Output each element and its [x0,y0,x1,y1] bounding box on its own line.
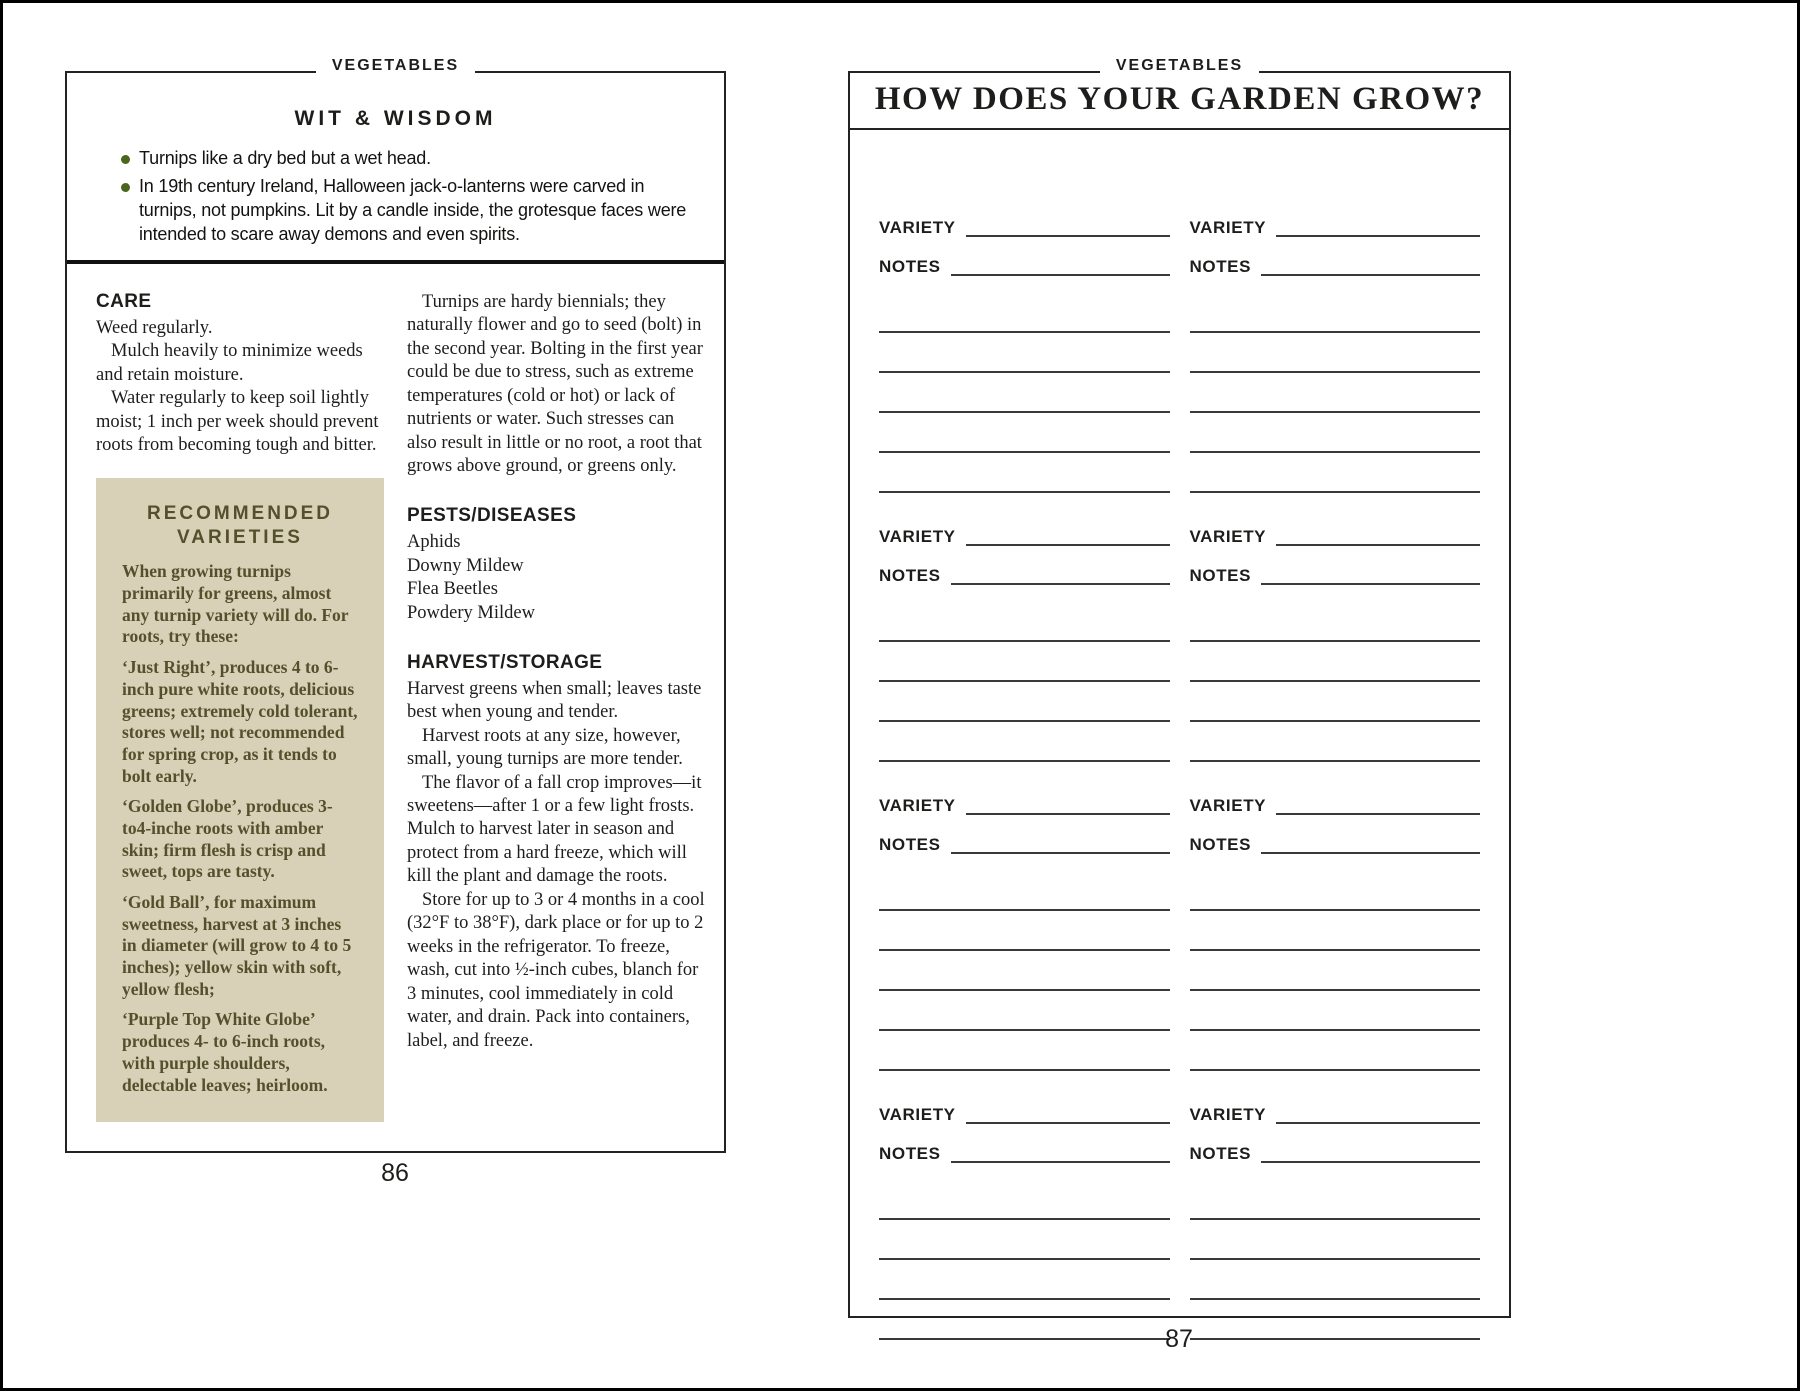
variety-write-line [1276,215,1480,237]
garden-title-band [850,73,1509,130]
blank-write-line [1190,722,1481,762]
blank-write-line [1190,1220,1481,1260]
variety-label: VARIETY [1189,218,1267,237]
harvest-heading: HARVEST/STORAGE [407,651,603,673]
notes-write-line [951,1141,1170,1163]
notes-row [1190,563,1481,585]
variety-row [1190,524,1481,546]
growth-paragraph: Turnips are hardy biennials; they naturally flower and go to seed (bolt) in the second year. Bolting in the first year could be due to stress, such as extreme temperatures (cold or hot) or lack of nutrients or water. Such stresses can also result in little or no root, a root that grows above ground, or greens only. [407,292,703,477]
variety-write-line [966,793,1170,815]
growth-paragraphs [407,291,708,479]
variety-row [1190,215,1481,237]
journal-entry-block [1190,1102,1481,1340]
blank-write-line [879,991,1170,1031]
care-paragraph: Weed regularly. [96,318,213,338]
harvest-paragraph: Harvest greens when small; leaves taste best when young and tender. [407,678,702,723]
notes-row [879,832,1170,854]
pest-item: Downy Mildew [407,555,524,576]
notes-row [879,563,1170,585]
growth-pests-harvest-column [407,291,708,1122]
blank-write-line [1190,293,1481,333]
variety-label: VARIETY [879,1105,956,1124]
blank-write-line [879,453,1170,493]
blank-write-line [879,871,1170,911]
notes-label: NOTES [879,257,941,276]
variety-row [879,1102,1170,1124]
variety-write-line [966,215,1170,237]
notes-row [1190,1141,1481,1163]
journal-entry-block [879,215,1170,493]
variety-row [879,793,1170,815]
notes-row [1190,832,1481,854]
variety-write-line [966,1102,1170,1124]
journal-column [1190,215,1481,1371]
blank-write-line [1190,951,1481,991]
harvest-paragraph: Harvest roots at any size, however, small, young turnips are more tender. [407,725,683,770]
harvest-paragraphs [407,678,708,1054]
care-heading: CARE [96,291,152,312]
notes-label: NOTES [879,835,941,854]
right-page-number: 87 [1165,1325,1193,1353]
blank-write-line [879,1220,1170,1260]
harvest-paragraph: The flavor of a fall crop improves—it sweetens—after 1 or a few light frosts. Mulch to harvest later in season and protect from a hard freeze, which will kill the plant and damage the roots. [407,772,702,887]
journal-entry-block [1190,524,1481,762]
recommended-varieties-box [96,478,384,1122]
care-column [96,291,384,1122]
notes-label: NOTES [1189,566,1252,585]
recommended-variety-paragraph: ‘Purple Top White Globe’ produces 4- to 6-inch roots, with purple shoulders, delectable leaves; heirloom. [122,1009,328,1095]
variety-write-line [1276,793,1480,815]
left-page-columns [96,291,708,1122]
recommended-varieties-heading: RECOMMENDED VARIETIES [146,502,334,548]
variety-label: VARIETY [879,796,956,815]
blank-write-line [1190,413,1481,453]
wit-wisdom-box [67,73,724,247]
notes-row [1190,254,1481,276]
blank-write-line [879,911,1170,951]
section-divider-rule [67,260,724,264]
blank-write-line [1190,1031,1481,1071]
left-running-head-label: VEGETABLES [316,57,475,75]
journal-grid [879,215,1480,1371]
variety-label: VARIETY [879,527,956,546]
blank-write-line [1190,453,1481,493]
notes-label: NOTES [1189,257,1252,276]
blank-write-line [1190,682,1481,722]
right-running-head [848,57,1511,75]
journal-entry-block [879,793,1170,1071]
journal-entry-block [1190,215,1481,493]
notes-write-line [1261,1141,1480,1163]
blank-write-line [879,333,1170,373]
blank-write-line [879,682,1170,722]
blank-write-line [1190,333,1481,373]
variety-write-line [1276,1102,1480,1124]
wit-wisdom-bullet-list [121,147,696,247]
blank-write-line [879,642,1170,682]
right-running-head-label: VEGETABLES [1100,57,1259,75]
recommended-variety-paragraph: ‘Gold Ball’, for maximum sweetness, harvest at 3 inches in diameter (will grow to 4 to 5 inches); yellow skin with soft, yellow flesh; [122,892,352,999]
journal-entry-block [879,524,1170,762]
blank-write-line [879,1180,1170,1220]
notes-write-line [1261,563,1480,585]
pest-item: Powdery Mildew [407,602,535,623]
blank-write-line [1190,1260,1481,1300]
blank-write-line [1190,911,1481,951]
journal-column [879,215,1170,1371]
notes-write-line [951,254,1170,276]
notes-label: NOTES [879,1144,941,1163]
recommended-variety-paragraph: ‘Just Right’, produces 4 to 6-inch pure white roots, delicious greens; extremely cold tolerant, stores well; not recommended for spring crop, as it tends to bolt early. [122,657,358,786]
pest-item: Aphids [407,531,461,552]
variety-label: VARIETY [879,218,956,237]
variety-label: VARIETY [1189,796,1267,815]
blank-write-line [879,1031,1170,1071]
left-running-head [65,57,726,75]
variety-label: VARIETY [1189,1105,1267,1124]
blank-write-line [879,1260,1170,1300]
journal-entry-block [879,1102,1170,1340]
notes-row [879,254,1170,276]
variety-row [1190,1102,1481,1124]
care-paragraphs [96,317,384,458]
wit-wisdom-bullet: In 19th century Ireland, Halloween jack-o-lanterns were carved in turnips, not pumpkins. Lit by a candle inside, the grotesque faces were intended to scare away demons and even spirits. [121,175,696,247]
right-page [848,71,1511,1318]
journal-entry-block [1190,793,1481,1071]
variety-label: VARIETY [1189,527,1267,546]
care-paragraph: Water regularly to keep soil lightly moist; 1 inch per week should prevent roots from becoming tough and bitter. [96,388,379,456]
blank-write-line [879,951,1170,991]
blank-write-line [879,293,1170,333]
variety-row [879,215,1170,237]
wit-wisdom-title: WIT & WISDOM [294,107,497,130]
notes-row [879,1141,1170,1163]
notes-write-line [951,563,1170,585]
left-page [65,71,726,1153]
notes-label: NOTES [879,566,941,585]
blank-write-line [1190,991,1481,1031]
variety-row [1190,793,1481,815]
variety-write-line [966,524,1170,546]
notes-label: NOTES [1189,1144,1252,1163]
blank-write-line [1190,602,1481,642]
pests-heading: PESTS/DISEASES [407,504,577,526]
blank-write-line [1190,1180,1481,1220]
left-page-number: 86 [381,1159,409,1187]
recommended-paragraphs [122,561,358,1096]
pest-item: Flea Beetles [407,579,498,600]
recommended-variety-paragraph: When growing turnips primarily for greens, almost any turnip variety will do. For roots, try these: [122,561,349,647]
blank-write-line [1190,373,1481,413]
variety-write-line [1276,524,1480,546]
pests-list [407,531,708,626]
recommended-variety-paragraph: ‘Golden Globe’, produces 3-to4-inche roots with amber skin; firm flesh is crisp and sweet, tops are tasty. [122,796,333,882]
blank-write-line [879,722,1170,762]
blank-write-line [879,373,1170,413]
notes-label: NOTES [1189,835,1252,854]
blank-write-line [879,413,1170,453]
blank-write-line [1190,642,1481,682]
blank-write-line [879,602,1170,642]
garden-grow-title: HOW DOES YOUR GARDEN GROW? [874,81,1485,117]
blank-write-line [1190,871,1481,911]
notes-write-line [1261,832,1480,854]
care-paragraph: Mulch heavily to minimize weeds and retain moisture. [96,341,363,385]
harvest-paragraph: Store for up to 3 or 4 months in a cool (32°F to 38°F), dark place or for up to 2 weeks in the refrigerator. To freeze, wash, cut into ½-inch cubes, blanch for 3 minutes, cool immediately in cold water, and drain. Pack into containers, label, and freeze. [407,889,705,1051]
wit-wisdom-bullet: Turnips like a dry bed but a wet head. [121,147,696,171]
notes-write-line [951,832,1170,854]
variety-row [879,524,1170,546]
notes-write-line [1261,254,1480,276]
